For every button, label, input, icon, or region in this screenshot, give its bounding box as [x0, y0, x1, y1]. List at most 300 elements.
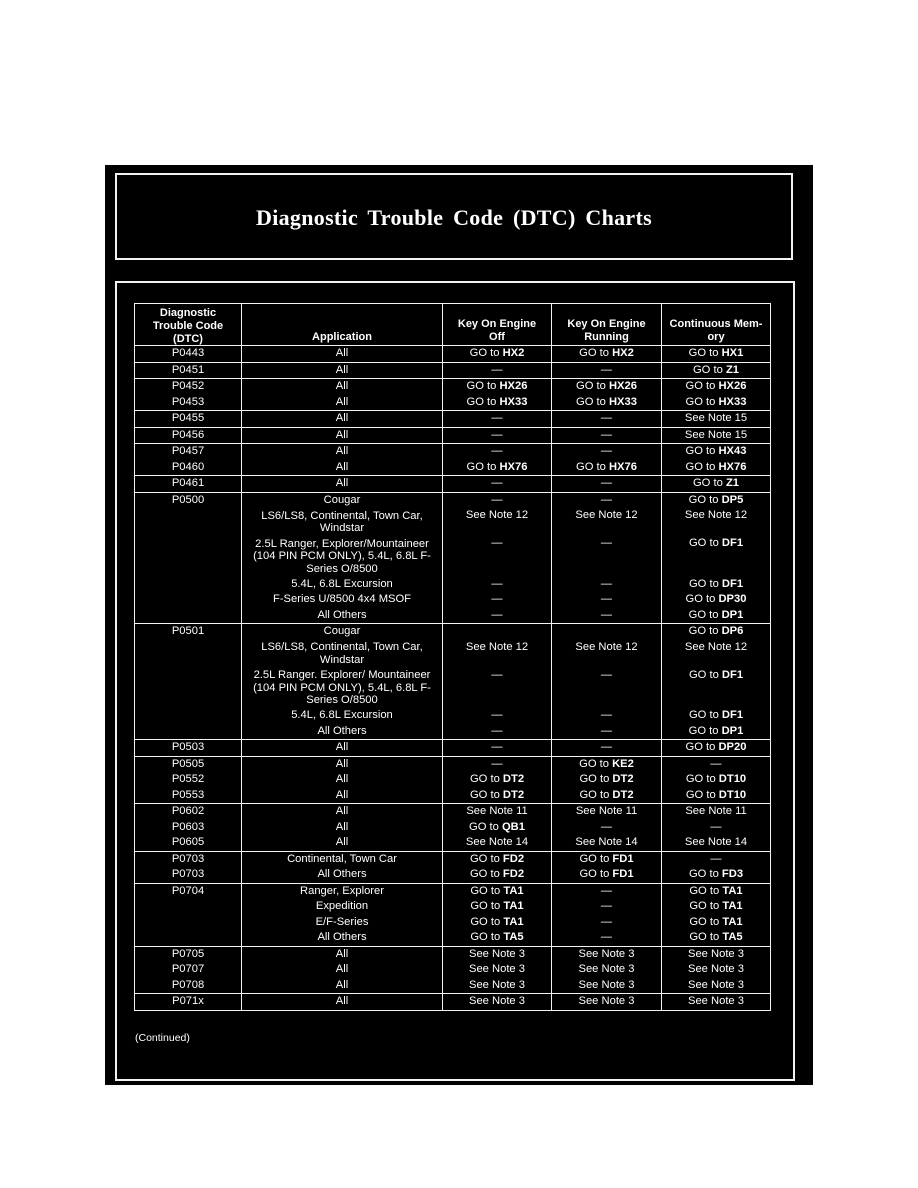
- header-line: ory: [707, 331, 725, 343]
- application-cell: [242, 428, 443, 444]
- continuous-memory-value: GO to DT10: [685, 788, 747, 801]
- key-on-engine-running-value: —: [600, 428, 613, 441]
- dtc-code-cell: [135, 476, 242, 492]
- reference-code: HX26: [499, 380, 528, 392]
- continuous-memory-cell: [662, 947, 770, 994]
- dtc-code-value: [135, 640, 241, 668]
- key-on-engine-off-cell: [443, 346, 552, 362]
- application-value: All: [335, 805, 349, 817]
- reference-code: DP1: [721, 724, 744, 737]
- dtc-table: [134, 303, 771, 1011]
- key-on-engine-off-value: —: [491, 428, 503, 441]
- reference-code: HX33: [499, 395, 528, 408]
- key-on-engine-running-value: See Note 3: [578, 978, 635, 991]
- key-on-engine-off-value: See Note 14: [465, 836, 529, 848]
- dtc-code-value: P0460: [171, 460, 205, 473]
- continuous-memory-value: GO to DP30: [685, 593, 747, 605]
- key-on-engine-running-value: —: [600, 493, 613, 506]
- table-row-group: [134, 740, 771, 757]
- dtc-code-value: [135, 899, 241, 915]
- key-on-engine-off-value: GO to HX26: [466, 380, 528, 392]
- key-on-engine-running-value: —: [600, 412, 613, 424]
- key-on-engine-off-cell: [443, 363, 552, 379]
- header-line: Off: [489, 331, 505, 343]
- dtc-code-cell: [135, 363, 242, 379]
- continuous-memory-value: See Note 3: [688, 963, 744, 975]
- dtc-code-value: P0602: [171, 805, 205, 817]
- dtc-code-value: P0443: [171, 347, 205, 359]
- application-value: All: [335, 773, 349, 785]
- continuous-memory-value: GO to TA5: [689, 931, 743, 943]
- application-value: All: [335, 477, 349, 489]
- dtc-code-value: P0461: [171, 477, 205, 489]
- table-row-group: [134, 994, 771, 1011]
- application-value: Expedition: [315, 900, 369, 912]
- dtc-code-value: P0707: [171, 963, 205, 975]
- continuous-memory-value: —: [710, 757, 722, 770]
- dtc-code-value: P0500: [171, 493, 205, 506]
- key-on-engine-off-value: GO to FD2: [469, 852, 525, 865]
- application-value: E/F-Series: [315, 915, 369, 928]
- header-line: (DTC): [173, 333, 203, 345]
- application-value: All Others: [317, 724, 367, 737]
- dtc-code-cell: [135, 379, 242, 410]
- key-on-engine-running-value: See Note 11: [575, 805, 638, 817]
- key-on-engine-running-value: —: [600, 363, 613, 376]
- key-on-engine-off-value: GO to HX76: [466, 460, 528, 473]
- reference-code: DF1: [721, 537, 744, 549]
- reference-code: TA5: [722, 931, 743, 943]
- key-on-engine-running-value: GO to FD1: [579, 852, 634, 865]
- key-on-engine-running-cell: [552, 852, 662, 883]
- dtc-code-value: P0703: [171, 868, 205, 880]
- key-on-engine-off-cell: [443, 852, 552, 883]
- key-on-engine-off-cell: [443, 740, 552, 756]
- dtc-code-value: P0708: [171, 978, 205, 991]
- application-value: All: [335, 347, 349, 359]
- reference-code: DT10: [718, 788, 747, 801]
- key-on-engine-running-value: See Note 3: [578, 947, 635, 960]
- dtc-code-value: [135, 608, 241, 624]
- application-cell: [242, 346, 443, 362]
- key-on-engine-running-value: —: [600, 900, 613, 912]
- continuous-memory-value: GO to DT10: [685, 773, 747, 785]
- key-on-engine-running-value: —: [600, 724, 613, 737]
- dtc-code-cell: [135, 994, 242, 1010]
- application-value: All: [335, 380, 349, 392]
- reference-code: DT2: [612, 773, 634, 785]
- key-on-engine-running-value: GO to HX33: [576, 395, 637, 408]
- continuous-memory-value: GO to TA1: [689, 900, 743, 912]
- dtc-code-value: P0553: [171, 788, 205, 801]
- key-on-engine-off-value: —: [491, 593, 503, 605]
- application-value: All: [335, 788, 349, 801]
- dtc-code-cell: [135, 624, 242, 739]
- application-cell: [242, 493, 443, 624]
- key-on-engine-off-value: See Note 3: [469, 947, 525, 960]
- continuous-memory-value: See Note 3: [688, 995, 744, 1007]
- continuous-memory-cell: [662, 757, 770, 804]
- application-value: All: [335, 978, 349, 991]
- continuous-memory-value: GO to DF1: [688, 537, 744, 549]
- dtc-code-value: P0453: [171, 395, 205, 408]
- application-value: All: [335, 460, 349, 473]
- table-row-group: [134, 493, 771, 625]
- continuous-memory-value: See Note 15: [684, 428, 748, 441]
- header-line: Key On Engine: [457, 318, 537, 330]
- page-title: Diagnostic Trouble Code (DTC) Charts: [256, 205, 652, 230]
- dtc-code-value: P0457: [171, 445, 205, 457]
- key-on-engine-off-value: —: [491, 724, 503, 737]
- application-value: All Others: [317, 608, 367, 621]
- reference-code: HX26: [608, 380, 637, 392]
- key-on-engine-running-cell: [552, 740, 662, 756]
- key-on-engine-running-value: —: [600, 593, 613, 605]
- application-value: All: [335, 412, 349, 424]
- application-cell: [242, 740, 443, 756]
- dtc-code-value: [135, 915, 241, 931]
- application-value: Ranger, Explorer: [300, 884, 384, 897]
- continuous-memory-cell: [662, 804, 770, 851]
- dtc-code-value: P0552: [171, 773, 205, 785]
- reference-code: FD2: [502, 868, 525, 880]
- reference-code: HX43: [718, 445, 747, 457]
- dtc-code-value: P0603: [171, 820, 205, 833]
- key-on-engine-off-value: See Note 11: [466, 805, 528, 817]
- key-on-engine-running-value: GO to HX2: [579, 347, 634, 359]
- key-on-engine-off-value: GO to QB1: [469, 820, 525, 833]
- application-value: 2.5L Ranger, Explorer/Mountaineer (104 PIN PCM ONLY), 5.4L, 6.8L F-Series O/8500: [253, 537, 431, 575]
- application-cell: [242, 947, 443, 994]
- continuous-memory-value: GO to DP6: [688, 625, 744, 637]
- reference-code: HX76: [608, 460, 637, 473]
- continuous-memory-value: See Note 11: [685, 805, 747, 817]
- dtc-code-value: P0505: [171, 757, 205, 770]
- continuous-memory-value: GO to FD3: [688, 868, 744, 880]
- application-value: F-Series U/8500 4x4 MSOF: [272, 593, 412, 605]
- key-on-engine-running-value: See Note 3: [578, 963, 635, 975]
- key-on-engine-running-value: GO to DT2: [579, 773, 634, 785]
- dtc-code-value: P0452: [171, 380, 205, 392]
- application-value: All Others: [317, 868, 367, 880]
- table-row-group: [134, 852, 771, 884]
- key-on-engine-off-value: —: [491, 741, 503, 753]
- key-on-engine-off-value: GO to TA1: [470, 900, 524, 912]
- dtc-code-value: P071x: [172, 995, 204, 1007]
- key-on-engine-running-value: See Note 3: [578, 995, 635, 1007]
- reference-code: FD1: [612, 852, 634, 865]
- table-row-group: [134, 379, 771, 411]
- application-value: All: [335, 363, 349, 376]
- header-application: [242, 304, 443, 345]
- header-line: Key On Engine: [567, 318, 646, 330]
- key-on-engine-running-value: [552, 624, 661, 640]
- header-line: Application: [312, 331, 372, 343]
- key-on-engine-off-cell: [443, 757, 552, 804]
- title-frame: [115, 173, 793, 260]
- reference-code: HX33: [718, 395, 747, 408]
- application-value: 5.4L, 6.8L Excursion: [291, 709, 393, 721]
- key-on-engine-off-cell: [443, 804, 552, 851]
- continuous-memory-cell: [662, 493, 770, 624]
- continuous-memory-value: GO to DP1: [688, 724, 744, 737]
- key-on-engine-running-cell: [552, 624, 662, 739]
- continuous-memory-value: GO to TA1: [689, 884, 743, 897]
- header-line: Continuous Mem-: [669, 318, 763, 330]
- key-on-engine-off-value: GO to HX33: [466, 395, 528, 408]
- application-cell: [242, 757, 443, 804]
- key-on-engine-off-value: —: [491, 757, 503, 770]
- key-on-engine-running-cell: [552, 346, 662, 362]
- continuous-memory-cell: [662, 884, 770, 946]
- reference-code: FD2: [502, 852, 525, 865]
- application-value: All: [335, 395, 349, 408]
- application-cell: [242, 624, 443, 739]
- dtc-code-value: P0455: [171, 412, 205, 424]
- key-on-engine-off-value: See Note 3: [469, 978, 525, 991]
- dtc-code-cell: [135, 411, 242, 427]
- reference-code: HX33: [608, 395, 637, 408]
- reference-code: DP5: [721, 493, 744, 506]
- dtc-code-cell: [135, 947, 242, 994]
- header-line: Trouble Code: [152, 320, 224, 332]
- application-value: Continental, Town Car: [287, 852, 397, 865]
- continuous-memory-cell: [662, 411, 770, 427]
- application-value: LS6/LS8, Continental, Town Car, Windstar: [261, 641, 423, 666]
- continuous-memory-cell: [662, 363, 770, 379]
- key-on-engine-off-cell: [443, 444, 552, 475]
- dtc-code-value: [135, 577, 241, 593]
- header-dtc: [135, 304, 242, 345]
- application-cell: [242, 363, 443, 379]
- dtc-code-value: P0456: [171, 428, 205, 441]
- key-on-engine-running-value: —: [600, 477, 613, 489]
- reference-code: DT2: [502, 773, 525, 785]
- continuous-memory-value: GO to HX43: [685, 445, 747, 457]
- table-row-group: [134, 444, 771, 476]
- application-cell: [242, 444, 443, 475]
- header-line: Running: [584, 331, 629, 343]
- continuous-memory-value: See Note 3: [688, 947, 744, 960]
- continuous-memory-cell: [662, 428, 770, 444]
- continuous-memory-value: GO to TA1: [689, 915, 743, 928]
- dtc-code-value: [135, 668, 241, 709]
- key-on-engine-off-value: —: [491, 537, 503, 549]
- continuous-memory-cell: [662, 444, 770, 475]
- key-on-engine-running-value: See Note 14: [575, 836, 638, 848]
- reference-code: TA1: [722, 884, 743, 897]
- key-on-engine-running-value: —: [600, 668, 613, 681]
- key-on-engine-off-cell: [443, 624, 552, 739]
- key-on-engine-running-cell: [552, 428, 662, 444]
- continuous-memory-value: See Note 12: [684, 509, 748, 521]
- key-on-engine-running-value: —: [600, 445, 613, 457]
- application-value: All: [335, 741, 349, 753]
- key-on-engine-running-value: GO to FD1: [579, 868, 634, 880]
- key-on-engine-off-cell: [443, 884, 552, 946]
- key-on-engine-running-cell: [552, 757, 662, 804]
- dtc-code-cell: [135, 740, 242, 756]
- key-on-engine-off-value: [443, 624, 551, 640]
- continuous-memory-cell: [662, 379, 770, 410]
- key-on-engine-off-value: GO to DT2: [469, 788, 525, 801]
- reference-code: DT2: [612, 788, 634, 801]
- key-on-engine-off-value: GO to FD2: [469, 868, 525, 880]
- header-line: Diagnostic: [159, 307, 217, 319]
- key-on-engine-off-value: GO to DT2: [469, 773, 525, 785]
- reference-code: Z1: [725, 477, 739, 489]
- dtc-code-value: P0705: [171, 947, 205, 960]
- key-on-engine-off-value: GO to TA1: [470, 884, 524, 897]
- continuous-memory-value: GO to DP1: [688, 608, 744, 621]
- dtc-code-value: [135, 930, 241, 946]
- continuous-memory-cell: [662, 994, 770, 1010]
- key-on-engine-off-cell: [443, 994, 552, 1010]
- application-cell: [242, 476, 443, 492]
- key-on-engine-running-value: See Note 12: [575, 509, 638, 521]
- table-row-group: [134, 428, 771, 445]
- key-on-engine-running-cell: [552, 379, 662, 410]
- table-row-group: [134, 757, 771, 805]
- key-on-engine-off-value: See Note 3: [469, 963, 525, 975]
- reference-code: DP1: [721, 608, 744, 621]
- continuous-memory-value: GO to DF1: [688, 577, 744, 590]
- header-key-on-engine-running: [552, 304, 662, 345]
- key-on-engine-running-value: —: [600, 577, 613, 590]
- application-value: All: [335, 963, 349, 975]
- key-on-engine-running-value: GO to HX26: [576, 380, 637, 392]
- continuous-memory-value: —: [710, 852, 722, 865]
- reference-code: DP30: [718, 593, 747, 605]
- continuous-memory-value: GO to HX26: [685, 380, 747, 392]
- reference-code: DP20: [718, 741, 747, 753]
- application-cell: [242, 804, 443, 851]
- continuous-memory-value: —: [710, 820, 722, 833]
- dtc-code-cell: [135, 804, 242, 851]
- key-on-engine-running-value: —: [600, 741, 613, 753]
- continuous-memory-value: GO to Z1: [692, 363, 739, 376]
- continuous-memory-cell: [662, 852, 770, 883]
- continuous-memory-cell: [662, 740, 770, 756]
- key-on-engine-off-cell: [443, 947, 552, 994]
- continuous-memory-value: GO to DF1: [688, 668, 744, 681]
- reference-code: HX2: [502, 347, 525, 359]
- key-on-engine-running-value: —: [600, 884, 613, 897]
- key-on-engine-running-value: —: [600, 931, 613, 943]
- continuous-memory-value: GO to HX33: [685, 395, 747, 408]
- application-value: All Others: [317, 931, 367, 943]
- continuous-memory-value: GO to DF1: [688, 709, 744, 721]
- dtc-code-value: [135, 592, 241, 608]
- header-key-on-engine-off: [443, 304, 552, 345]
- key-on-engine-off-value: —: [491, 445, 503, 457]
- key-on-engine-running-value: —: [600, 915, 613, 928]
- header-continuous-memory: [662, 304, 770, 345]
- continuous-memory-cell: [662, 476, 770, 492]
- reference-code: TA5: [503, 931, 524, 943]
- key-on-engine-running-cell: [552, 994, 662, 1010]
- reference-code: QB1: [501, 820, 525, 833]
- table-header-row: [134, 303, 771, 346]
- document-page: [105, 165, 813, 1085]
- reference-code: HX2: [612, 347, 634, 359]
- reference-code: TA1: [503, 915, 524, 928]
- table-row-group: [134, 624, 771, 740]
- key-on-engine-running-cell: [552, 444, 662, 475]
- application-cell: [242, 994, 443, 1010]
- application-cell: [242, 884, 443, 946]
- dtc-code-cell: [135, 884, 242, 946]
- dtc-code-value: P0451: [171, 363, 205, 376]
- key-on-engine-off-value: —: [491, 412, 503, 424]
- reference-code: Z1: [725, 363, 739, 376]
- application-value: All: [335, 428, 349, 441]
- reference-code: HX1: [721, 347, 744, 359]
- key-on-engine-running-cell: [552, 884, 662, 946]
- continuous-memory-value: GO to HX1: [688, 347, 744, 359]
- key-on-engine-running-value: GO to DT2: [579, 788, 634, 801]
- dtc-code-value: P0503: [171, 741, 205, 753]
- table-row-group: [134, 947, 771, 995]
- continuous-memory-value: See Note 15: [684, 412, 748, 424]
- application-cell: [242, 852, 443, 883]
- key-on-engine-off-value: See Note 12: [465, 640, 529, 653]
- key-on-engine-running-cell: [552, 804, 662, 851]
- key-on-engine-off-value: GO to HX2: [469, 347, 525, 359]
- key-on-engine-off-cell: [443, 411, 552, 427]
- key-on-engine-off-cell: [443, 379, 552, 410]
- key-on-engine-off-value: —: [491, 709, 503, 721]
- key-on-engine-off-cell: [443, 493, 552, 624]
- key-on-engine-off-value: —: [491, 477, 503, 489]
- key-on-engine-off-value: GO to TA1: [470, 915, 524, 928]
- reference-code: DF1: [721, 577, 744, 590]
- continuous-memory-value: GO to DP5: [688, 493, 744, 506]
- continuous-memory-cell: [662, 346, 770, 362]
- reference-code: FD3: [721, 868, 744, 880]
- dtc-code-value: P0704: [171, 884, 205, 897]
- table-row-group: [134, 476, 771, 493]
- key-on-engine-running-cell: [552, 476, 662, 492]
- application-cell: [242, 379, 443, 410]
- continuous-memory-value: GO to DP20: [685, 741, 747, 753]
- application-value: 5.4L, 6.8L Excursion: [291, 577, 393, 590]
- key-on-engine-running-cell: [552, 493, 662, 624]
- key-on-engine-running-value: —: [600, 608, 613, 621]
- continued-note: (Continued): [135, 1032, 190, 1044]
- table-row-group: [134, 363, 771, 380]
- key-on-engine-running-value: —: [600, 820, 613, 833]
- reference-code: HX76: [718, 460, 747, 473]
- dtc-code-value: [135, 536, 241, 577]
- table-row-group: [134, 804, 771, 852]
- dtc-code-cell: [135, 493, 242, 624]
- dtc-code-value: P0703: [171, 852, 205, 865]
- continuous-memory-value: GO to Z1: [692, 477, 739, 489]
- key-on-engine-off-value: —: [491, 608, 503, 621]
- reference-code: FD1: [612, 868, 634, 880]
- key-on-engine-off-value: See Note 12: [465, 509, 529, 521]
- reference-code: HX26: [718, 380, 747, 392]
- key-on-engine-running-value: See Note 12: [575, 640, 638, 653]
- reference-code: TA1: [503, 900, 524, 912]
- dtc-code-value: [135, 724, 241, 740]
- dtc-code-cell: [135, 444, 242, 475]
- table-row-group: [134, 346, 771, 363]
- key-on-engine-off-value: —: [491, 493, 503, 506]
- reference-code: HX76: [499, 460, 528, 473]
- key-on-engine-off-cell: [443, 476, 552, 492]
